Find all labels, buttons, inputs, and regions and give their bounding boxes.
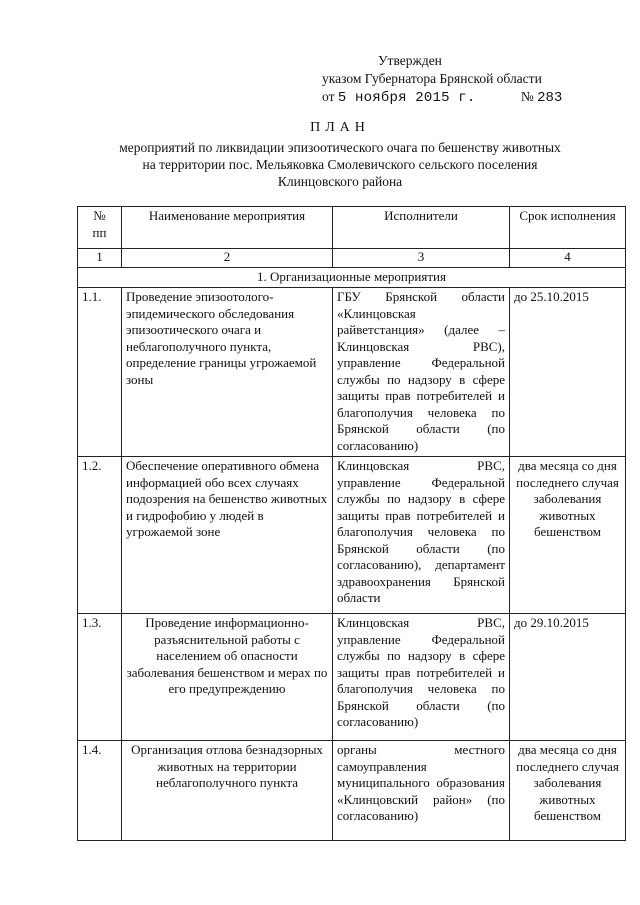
table-row [78, 741, 626, 841]
row-executors: органы местного самоуправления муниципального образования «Клинцовский район» (по согласованию) [333, 741, 510, 841]
row-deadline: два месяца со дня последнего случая заболевания животных бешенством [510, 741, 626, 841]
header-num-line2: пп [92, 224, 107, 240]
row-num: 1.1. [78, 288, 122, 457]
row-executors: ГБУ Брянской области «Клинцовская райветстанция» (далее – Клинцовская РВС), управление Федеральной службы по надзору в сфере защиты прав потребителей и благополучия человека по Брянской области (по согласованию) [333, 288, 510, 457]
plan-subtitle-line2: на территории пос. Мельяковка Смолевичского сельского поселения [142, 157, 538, 172]
column-number: 2 [122, 249, 333, 268]
approval-date: 5 ноября 2015 г. [337, 90, 476, 106]
approval-title: Утвержден [378, 53, 442, 68]
plan-table [77, 206, 626, 841]
section-title: 1. Организационные мероприятия [78, 268, 626, 288]
plan-title: ПЛАН [310, 120, 370, 135]
approval-block [322, 52, 622, 107]
table-row [78, 457, 626, 614]
row-num: 1.4. [78, 741, 122, 841]
row-executors: Клинцовская РВС, управление Федеральной службы по надзору в сфере защиты прав потребителей и благополучия человека по Брянской области (по согласованию) [333, 614, 510, 741]
row-executors: Клинцовская РВС, управление Федеральной службы по надзору в сфере защиты прав потребителей и благополучия человека по Брянской области (по согласованию), департамент здравоохранения Брянской области [333, 457, 510, 614]
column-numbers-row [78, 249, 626, 268]
header-executors: Исполнители [333, 207, 510, 249]
header-name: Наименование мероприятия [122, 207, 333, 249]
row-name: Проведение информационно-разъяснительной работы с населением об опасности заболевания бешенством и мерах по его предупреждению [122, 614, 333, 741]
header-num-line1: № [93, 208, 106, 223]
table-header-row [78, 207, 626, 249]
table-row [78, 614, 626, 741]
plan-subtitle-line1: мероприятий по ликвидации эпизоотического очага по бешенству животных [119, 140, 561, 155]
column-number: 3 [333, 249, 510, 268]
approval-number: 283 [537, 90, 563, 106]
plan-subtitle-line3: Клинцовского района [277, 174, 403, 189]
header-num [78, 207, 122, 249]
table-row [78, 288, 626, 457]
row-deadline: два месяца со дня последнего случая заболевания животных бешенством [510, 457, 626, 614]
row-name: Организация отлова безнадзорных животных на территории неблагополучного пункта [122, 741, 333, 841]
row-name: Обеспечение оперативного обмена информацией обо всех случаях подозрения на бешенство животных и гидрофобию у людей в угрожаемой зоне [122, 457, 333, 614]
row-num: 1.2. [78, 457, 122, 614]
approval-number-label: № [520, 89, 534, 104]
column-number: 4 [510, 249, 626, 268]
approval-authority: указом Губернатора Брянской области [322, 71, 542, 86]
plan-heading [60, 119, 620, 190]
row-num: 1.3. [78, 614, 122, 741]
row-deadline: до 29.10.2015 [510, 614, 626, 741]
row-name: Проведение эпизоотолого-эпидемического обследования эпизоотического очага и неблагополучного пункта, определение границы угрожаемой зоны [122, 288, 333, 457]
approval-date-line [322, 88, 622, 107]
header-deadline: Срок исполнения [510, 207, 626, 249]
row-deadline: до 25.10.2015 [510, 288, 626, 457]
column-number: 1 [78, 249, 122, 268]
section-row [78, 268, 626, 288]
approval-date-prefix: от [322, 89, 335, 104]
